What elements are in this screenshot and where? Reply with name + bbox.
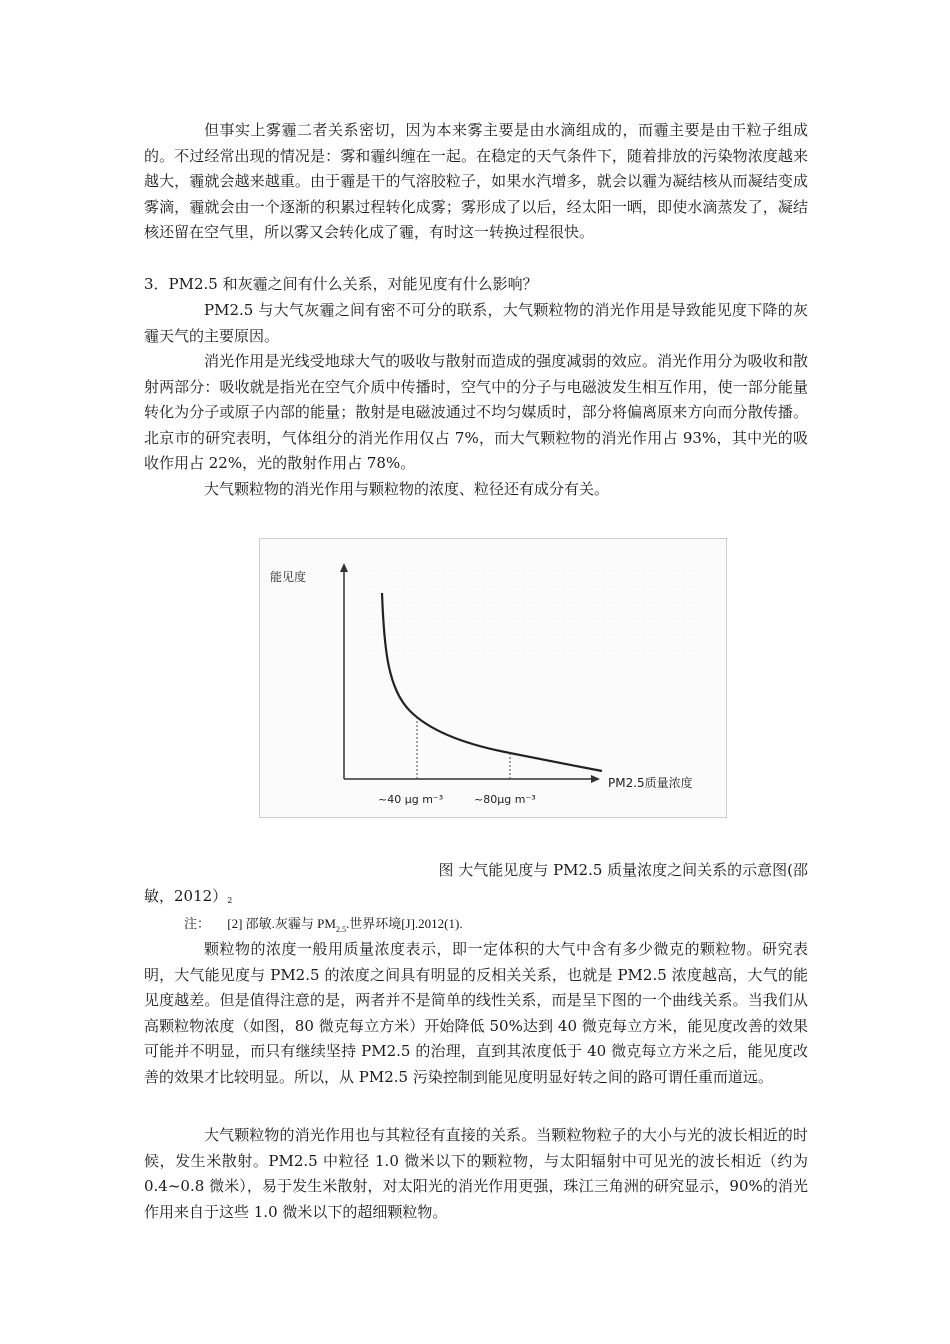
note-subscript: 2.5	[335, 925, 346, 934]
paragraph-extinction: 消光作用是光线受地球大气的吸收与散射而造成的强度减弱的效应。消光作用分为吸收和散射两部分：吸收就是指光在空气介质中传播时，空气中的分子与电磁波发生相互作用，使一部分能量转化为分子或原子内部的能量；散射是电磁波通过不均匀媒质时，部分将偏离原来方向而分散传播。北京市的研究表明，气体组分的消光作用仅占 7%，而大气颗粒物的消光作用占 93%，其中光的吸收作用占 22%，光的散射作用占 78%。	[144, 352, 808, 473]
marker-40-label: ~40 μg m⁻³	[378, 793, 444, 806]
paragraph-pm25-haze: PM2.5 与大气灰霾之间有密不可分的联系，大气颗粒物的消光作用是导致能见度下降的灰霾天气的主要原因。	[144, 301, 808, 345]
visibility-curve	[382, 593, 602, 771]
note-reference: [2] 邵敏.灰霾与 PM	[227, 916, 336, 931]
paragraph-concentration: 颗粒物的浓度一般用质量浓度表示，即一定体积的大气中含有多少微克的颗粒物。研究表明，大气能见度与 PM2.5 的浓度之间具有明显的反相关关系，也就是 PM2.5 浓度越高，大气的能见度越差。但是值得注意的是，两者并不是简单的线性关系，而是呈下图的一个曲线关系。当我们从高颗粒物浓度（如图，80 微克每立方米）开始降低 50%达到 40 微克每立方米，能见度改善的效果可能并不明显，而只有继续坚持 PM2.5 的治理，直到其浓度低于 40 微克每立方米之后，能见度改善的效果才比较明显。所以，从 PM2.5 污染控制到能见度明显好转之间的路可谓任重而道远。	[144, 940, 808, 1086]
paragraph-particle-size: 大气颗粒物的消光作用也与其粒径有直接的关系。当颗粒物粒子的大小与光的波长相近的时候，发生米散射。PM2.5 中粒径 1.0 微米以下的颗粒物，与太阳辐射中可见光的波长相近（约为 0.4~0.8 微米），易于发生米散射，对太阳光的消光作用更强，珠江三角洲的研究显示，90%的消光作用来自于这些 1.0 微米以下的超细颗粒物。	[144, 1126, 808, 1221]
figure-caption-source: 敏，2012）	[144, 887, 228, 905]
paragraph-extinction-factors: 大气颗粒物的消光作用与颗粒物的浓度、粒径还有成分有关。	[204, 480, 610, 498]
marker-80-label: ~80μg m⁻³	[474, 793, 536, 806]
figure-svg	[260, 539, 726, 817]
background-gridlines	[368, 571, 712, 651]
visibility-pm25-figure	[259, 538, 727, 818]
note-reference-rest: .世界环境[J].2012(1).	[345, 916, 463, 931]
figure-caption-line2	[144, 884, 808, 914]
y-axis-arrow	[340, 563, 348, 572]
figure-caption-line1: 图 大气能见度与 PM2.5 质量浓度之间关系的示意图(邵	[438, 861, 808, 879]
note-label: 注：	[184, 916, 211, 931]
y-axis-label: 能见度	[270, 570, 307, 584]
paragraph-fog-haze: 但事实上雾霾二者关系密切，因为本来雾主要是由水滴组成的，而霾主要是由干粒子组成的。不过经常出现的情况是：雾和霾纠缠在一起。在稳定的天气条件下，随着排放的污染物浓度越来越大，霾就会越来越重。由于霾是干的气溶胶粒子，如果水汽增多，就会以霾为凝结核从而凝结变成雾滴，霾就会由一个逐渐的积累过程转化成雾；雾形成了以后，经太阳一晒，即使水滴蒸发了，凝结核还留在空气里，所以雾又会转化成了霾，有时这一转换过程很快。	[144, 121, 808, 242]
x-axis-arrow	[591, 775, 600, 783]
section-heading-3: 3．PM2.5 和灰霾之间有什么关系，对能见度有什么影响？	[144, 275, 538, 293]
x-axis-label: PM2.5质量浓度	[608, 776, 693, 790]
footnote-marker: 2	[227, 896, 233, 905]
